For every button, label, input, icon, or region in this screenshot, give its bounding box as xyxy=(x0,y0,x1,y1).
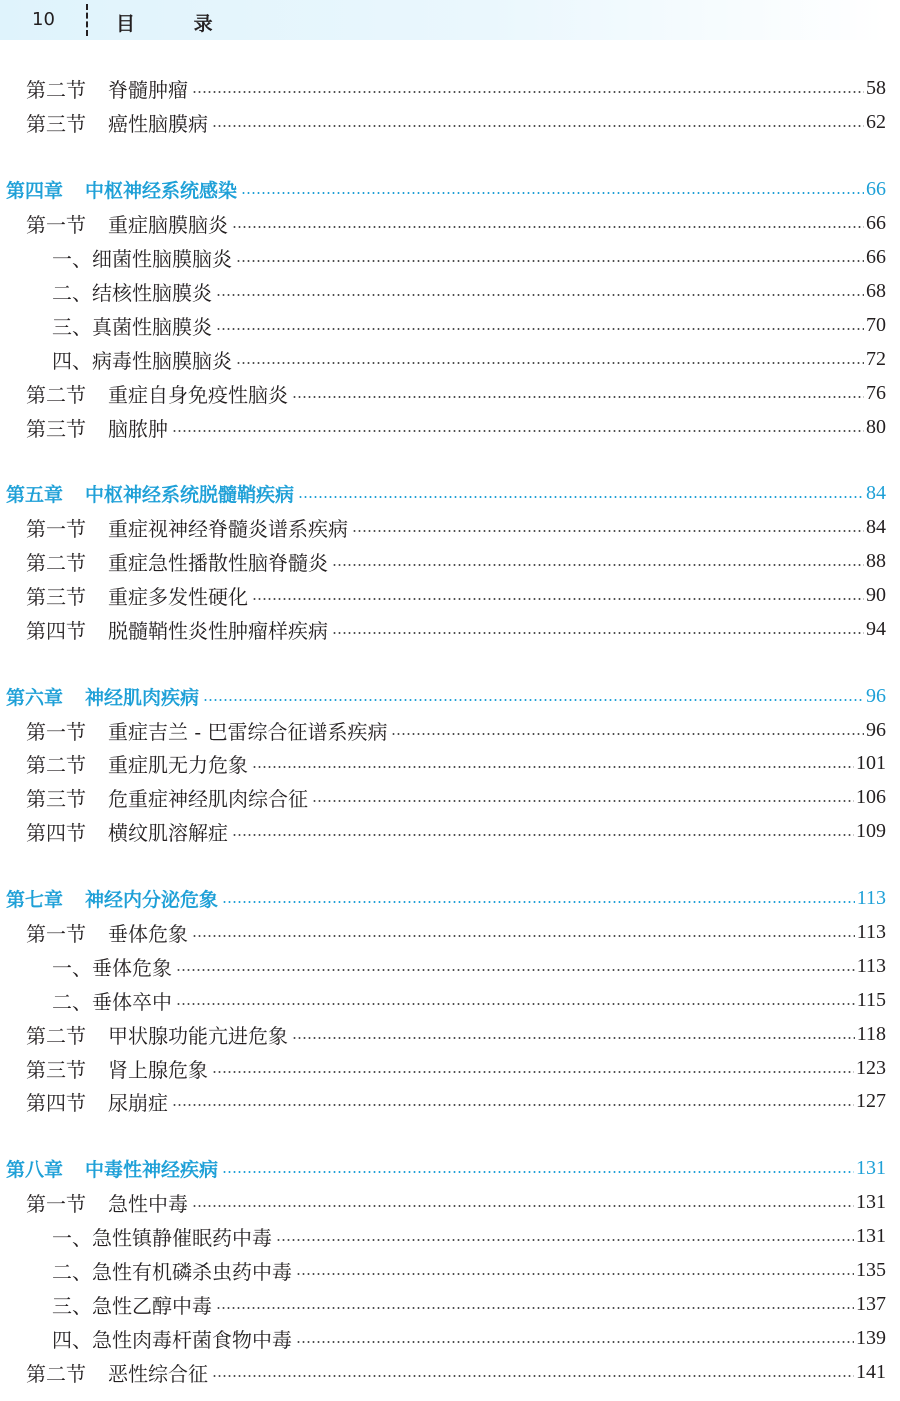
toc-section-row[interactable] xyxy=(26,73,886,103)
dot-leader xyxy=(296,1273,854,1275)
toc-entry-title: 中枢神经系统脱髓鞘疾病 xyxy=(85,483,295,506)
toc-entry-title: 重症自身免疫性脑炎 xyxy=(108,382,288,407)
toc-entry-title: 中枢神经系统感染 xyxy=(85,179,238,202)
toc-page-number: 127 xyxy=(856,1089,886,1112)
toc-entry-title: 重症多发性硬化 xyxy=(108,584,248,609)
toc-entry-title: 三、急性乙醇中毒 xyxy=(52,1293,212,1318)
toc-section-row[interactable] xyxy=(26,816,886,846)
toc-page-number: 109 xyxy=(856,819,886,842)
toc-entry-label xyxy=(26,413,168,442)
toc-entry-number: 第四节 xyxy=(26,820,86,845)
toc-page-number: 62 xyxy=(866,110,886,133)
toc-page-number: 76 xyxy=(866,381,886,404)
toc-chapter-row[interactable] xyxy=(6,1153,886,1183)
toc-entry-label xyxy=(52,277,212,306)
toc-item-row[interactable] xyxy=(52,1289,886,1319)
toc-entry-title: 神经肌肉疾病 xyxy=(85,686,200,709)
toc-page-number: 94 xyxy=(866,617,886,640)
toc-entry-label xyxy=(52,311,212,340)
toc-entry-label xyxy=(26,1358,208,1387)
toc-entry-label xyxy=(26,716,387,745)
dot-leader xyxy=(298,496,864,498)
toc-page-number: 137 xyxy=(856,1292,886,1315)
dot-leader xyxy=(192,935,855,937)
toc-section-row[interactable] xyxy=(26,748,886,778)
toc-entry-title: 脑脓肿 xyxy=(108,416,168,441)
toc-item-row[interactable] xyxy=(52,344,886,374)
toc-section-row[interactable] xyxy=(26,546,886,576)
toc-entry-label xyxy=(26,1020,288,1049)
toc-entry-title: 神经内分泌危象 xyxy=(85,888,219,911)
toc-section-row[interactable] xyxy=(26,1086,886,1116)
toc-page-number: 139 xyxy=(856,1326,886,1349)
toc-entry-number: 第八章 xyxy=(6,1158,64,1181)
toc-chapter-row[interactable] xyxy=(6,883,886,913)
toc-entry-label xyxy=(52,986,172,1015)
dot-leader xyxy=(236,362,864,364)
toc-entry-title: 重症肌无力危象 xyxy=(108,752,248,777)
toc-entry-number: 第二节 xyxy=(26,77,86,102)
toc-entry-title: 二、急性有机磷杀虫药中毒 xyxy=(52,1259,292,1284)
toc-entry-title: 一、细菌性脑膜脑炎 xyxy=(52,246,232,271)
toc-entry-label xyxy=(26,209,228,238)
toc-entry-label xyxy=(26,918,188,947)
header-title: 目 录 xyxy=(116,13,239,35)
toc-entry-label xyxy=(26,1087,168,1116)
toc-entry-label xyxy=(6,176,237,203)
toc-entry-label xyxy=(52,1324,292,1353)
toc-entry-number: 第一节 xyxy=(26,719,86,744)
toc-section-row[interactable] xyxy=(26,715,886,745)
toc-entry-title: 重症脑膜脑炎 xyxy=(108,212,228,237)
toc-entry-number: 第四章 xyxy=(6,179,64,202)
toc-entry-title: 危重症神经肌肉综合征 xyxy=(108,786,308,811)
toc-section-row[interactable] xyxy=(26,1053,886,1083)
dot-leader xyxy=(276,1239,854,1241)
toc-page-number: 88 xyxy=(866,549,886,572)
dot-leader xyxy=(192,1205,854,1207)
page-number: 10 xyxy=(32,9,55,30)
dot-leader xyxy=(332,564,864,566)
toc-entry-label xyxy=(26,581,248,610)
toc-page-number: 106 xyxy=(856,785,886,808)
toc-page-number: 90 xyxy=(866,583,886,606)
toc-entry-number: 第一节 xyxy=(26,516,86,541)
dot-leader xyxy=(216,1307,854,1309)
toc-page-number: 58 xyxy=(866,76,886,99)
dot-leader xyxy=(352,530,864,532)
toc-entry-label xyxy=(6,480,294,507)
toc-chapter-row[interactable] xyxy=(6,478,886,508)
toc-page-number: 123 xyxy=(856,1056,886,1079)
toc-section-row[interactable] xyxy=(26,512,886,542)
toc-section-row[interactable] xyxy=(26,1187,886,1217)
dot-leader xyxy=(236,260,864,262)
toc-entry-title: 脊髓肿瘤 xyxy=(108,77,188,102)
toc-page-number: 113 xyxy=(856,954,886,977)
toc-entry-number: 第二节 xyxy=(26,1023,86,1048)
toc-entry-title: 四、病毒性脑膜脑炎 xyxy=(52,348,232,373)
dot-leader xyxy=(312,800,854,802)
toc-page-number: 84 xyxy=(866,481,886,504)
toc-entry-title: 癌性脑膜病 xyxy=(108,111,208,136)
toc-page-number: 113 xyxy=(856,886,886,909)
dot-leader xyxy=(172,430,864,432)
dot-leader xyxy=(203,699,864,701)
dot-leader xyxy=(216,328,864,330)
toc-entry-title: 重症吉兰 - 巴雷综合征谱系疾病 xyxy=(108,719,388,744)
toc-item-row[interactable] xyxy=(52,1221,886,1251)
dot-leader xyxy=(212,125,864,127)
toc-item-row[interactable] xyxy=(52,951,886,981)
dot-leader xyxy=(252,598,864,600)
toc-page-number: 72 xyxy=(866,347,886,370)
toc-entry-number: 第二节 xyxy=(26,1361,86,1386)
toc-item-row[interactable] xyxy=(52,1255,886,1285)
toc-page-number: 70 xyxy=(866,313,886,336)
toc-entry-number: 第三节 xyxy=(26,786,86,811)
toc-entry-label xyxy=(52,345,232,374)
toc-entry-label xyxy=(26,547,328,576)
dot-leader xyxy=(176,1003,855,1005)
toc-page-number: 66 xyxy=(866,177,886,200)
toc-entry-label xyxy=(26,513,348,542)
toc-entry-title: 急性中毒 xyxy=(108,1191,188,1216)
toc-section-row[interactable] xyxy=(26,107,886,137)
toc-entry-number: 第六章 xyxy=(6,686,64,709)
toc-entry-label xyxy=(26,817,228,846)
toc-entry-label xyxy=(6,885,218,912)
dot-leader xyxy=(292,1037,855,1039)
toc-entry-title: 肾上腺危象 xyxy=(108,1057,208,1082)
toc-item-row[interactable] xyxy=(52,310,886,340)
dot-leader xyxy=(391,733,864,735)
toc-chapter-row[interactable] xyxy=(6,681,886,711)
toc-item-row[interactable] xyxy=(52,276,886,306)
dot-leader xyxy=(232,834,854,836)
dot-leader xyxy=(332,632,864,634)
dot-leader xyxy=(222,901,855,903)
toc-entry-title: 重症急性播散性脑脊髓炎 xyxy=(108,550,328,575)
dot-leader xyxy=(252,766,854,768)
toc-page-number: 101 xyxy=(856,751,886,774)
toc-page-number: 131 xyxy=(856,1224,886,1247)
toc-item-row[interactable] xyxy=(52,1323,886,1353)
dot-leader xyxy=(192,91,864,93)
toc-entry-number: 第一节 xyxy=(26,921,86,946)
toc-page-number: 66 xyxy=(866,211,886,234)
toc-entry-label xyxy=(26,783,308,812)
toc-entry-number: 第三节 xyxy=(26,1057,86,1082)
toc-entry-number: 第三节 xyxy=(26,584,86,609)
toc-entry-label xyxy=(26,749,248,778)
toc-entry-label xyxy=(52,243,232,272)
toc-entry-label xyxy=(26,74,188,103)
dot-leader xyxy=(292,396,864,398)
toc-entry-label xyxy=(26,1188,188,1217)
toc-section-row[interactable] xyxy=(26,917,886,947)
toc-page-number: 141 xyxy=(856,1360,886,1383)
toc-entry-number: 第四节 xyxy=(26,618,86,643)
toc-section-row[interactable] xyxy=(26,1019,886,1049)
dot-leader xyxy=(222,1171,854,1173)
toc-entry-number: 第一节 xyxy=(26,1191,86,1216)
toc-section-row[interactable] xyxy=(26,208,886,238)
toc-entry-number: 第二节 xyxy=(26,382,86,407)
toc-entry-title: 一、垂体危象 xyxy=(52,955,172,980)
toc-page-number: 135 xyxy=(856,1258,886,1281)
toc-entry-label xyxy=(26,1054,208,1083)
toc-section-row[interactable] xyxy=(26,378,886,408)
toc-section-row[interactable] xyxy=(26,1357,886,1387)
toc-page-number: 96 xyxy=(866,684,886,707)
toc-entry-number: 第三节 xyxy=(26,416,86,441)
toc-item-row[interactable] xyxy=(52,242,886,272)
toc-entry-label xyxy=(52,952,172,981)
toc-entry-title: 恶性综合征 xyxy=(108,1361,208,1386)
toc-entry-label xyxy=(6,1155,218,1182)
toc-page-number: 118 xyxy=(856,1022,886,1045)
toc-chapter-row[interactable] xyxy=(6,174,886,204)
toc-entry-title: 中毒性神经疾病 xyxy=(85,1158,219,1181)
dot-leader xyxy=(241,192,864,194)
toc-entry-title: 脱髓鞘性炎性肿瘤样疾病 xyxy=(108,618,328,643)
toc-entry-title: 甲状腺功能亢进危象 xyxy=(108,1023,288,1048)
toc-entry-number: 第三节 xyxy=(26,111,86,136)
toc-entry-label xyxy=(52,1222,272,1251)
toc-entry-title: 重症视神经脊髓炎谱系疾病 xyxy=(108,516,348,541)
toc-entry-label xyxy=(26,379,288,408)
toc-entry-label xyxy=(26,615,328,644)
toc-entry-label xyxy=(26,108,208,137)
toc-entry-title: 一、急性镇静催眠药中毒 xyxy=(52,1225,272,1250)
toc-section-row[interactable] xyxy=(26,580,886,610)
toc-page-number: 80 xyxy=(866,415,886,438)
toc-entry-number: 第五章 xyxy=(6,483,64,506)
dot-leader xyxy=(176,969,855,971)
dot-leader xyxy=(216,294,864,296)
toc-entry-title: 四、急性肉毒杆菌食物中毒 xyxy=(52,1327,292,1352)
toc-page-number: 84 xyxy=(866,515,886,538)
toc-entry-title: 二、结核性脑膜炎 xyxy=(52,280,212,305)
toc-entry-title: 横纹肌溶解症 xyxy=(108,820,228,845)
toc-page-number: 113 xyxy=(856,920,886,943)
dot-leader xyxy=(296,1341,854,1343)
toc-entry-title: 垂体危象 xyxy=(108,921,188,946)
toc-entry-number: 第四节 xyxy=(26,1090,86,1115)
toc-entry-title: 三、真菌性脑膜炎 xyxy=(52,314,212,339)
toc-entry-title: 尿崩症 xyxy=(108,1090,168,1115)
toc-page-number: 131 xyxy=(856,1190,886,1213)
toc-page-number: 66 xyxy=(866,245,886,268)
toc-entry-number: 第一节 xyxy=(26,212,86,237)
toc-entry-number: 第七章 xyxy=(6,888,64,911)
toc-page-number: 115 xyxy=(856,988,886,1011)
toc-section-row[interactable] xyxy=(26,412,886,442)
toc-page-number: 131 xyxy=(856,1156,886,1179)
toc-entry-label xyxy=(52,1256,292,1285)
toc-entry-number: 第二节 xyxy=(26,550,86,575)
toc-entry-label xyxy=(52,1290,212,1319)
dot-leader xyxy=(232,226,864,228)
dot-leader xyxy=(212,1071,854,1073)
toc-entry-label xyxy=(6,683,199,710)
toc-section-row[interactable] xyxy=(26,614,886,644)
toc-entry-title: 二、垂体卒中 xyxy=(52,989,172,1014)
dot-leader xyxy=(172,1104,854,1106)
dot-leader xyxy=(212,1375,854,1377)
toc-section-row[interactable] xyxy=(26,782,886,812)
toc-page-number: 68 xyxy=(866,279,886,302)
toc-item-row[interactable] xyxy=(52,985,886,1015)
toc-page-number: 96 xyxy=(866,718,886,741)
toc-entry-number: 第二节 xyxy=(26,752,86,777)
